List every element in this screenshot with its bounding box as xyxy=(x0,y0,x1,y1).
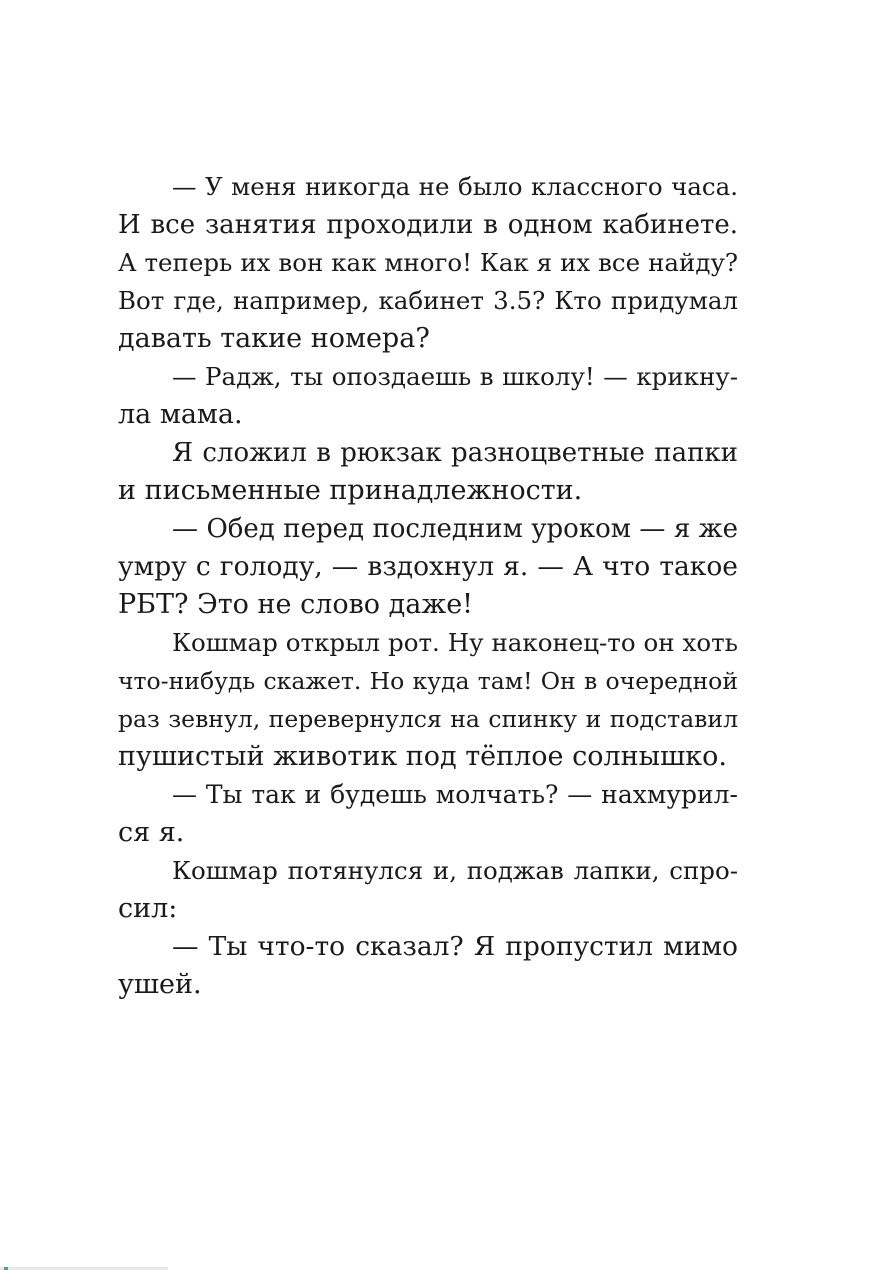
text-line: РБТ? Это не слово даже! xyxy=(118,589,474,620)
body-text xyxy=(118,168,738,1004)
text-line: Вот где, например, кабинет 3.5? Кто придумал xyxy=(118,286,738,315)
text-line: раз зевнул, перевернулся на спинку и подставил xyxy=(118,705,738,733)
text-line: — Радж, ты опоздаешь в школу! — крикну- xyxy=(172,362,738,391)
text-line: Я сложил в рюкзак разноцветные папки xyxy=(172,438,738,468)
text-line: — Ты так и будешь молчать? — нахмурил- xyxy=(172,780,738,809)
text-line: сил: xyxy=(118,893,178,924)
text-line: ся я. xyxy=(118,817,185,848)
text-line: Кошмар открыл рот. Ну наконец-то он хоть xyxy=(172,628,738,657)
text-line: Кошмар потянулся и, поджав лапки, спро- xyxy=(172,856,738,885)
text-line: — У меня никогда не было классного часа. xyxy=(172,172,738,201)
text-line: умру с голоду, — вздохнул я. — А что такое xyxy=(118,551,738,582)
text-line: давать такие номера? xyxy=(118,323,430,354)
text-line: — Ты что-то сказал? Я пропустил мимо xyxy=(172,931,738,962)
text-line: И все занятия проходили в одном кабинете. xyxy=(118,210,738,240)
text-line: и письменные принадлежности. xyxy=(118,475,583,506)
text-line: — Обед перед последним уроком — я же xyxy=(172,514,738,544)
text-line: пушистый животик под тёплое солнышко. xyxy=(118,741,727,772)
text-line: А теперь их вон как много! Как я их все найду? xyxy=(118,248,738,277)
text-line: ла мама. xyxy=(118,399,243,430)
text-line: что-нибудь скажет. Но куда там! Он в очередной xyxy=(118,667,738,695)
text-line: ушей. xyxy=(118,969,202,1000)
